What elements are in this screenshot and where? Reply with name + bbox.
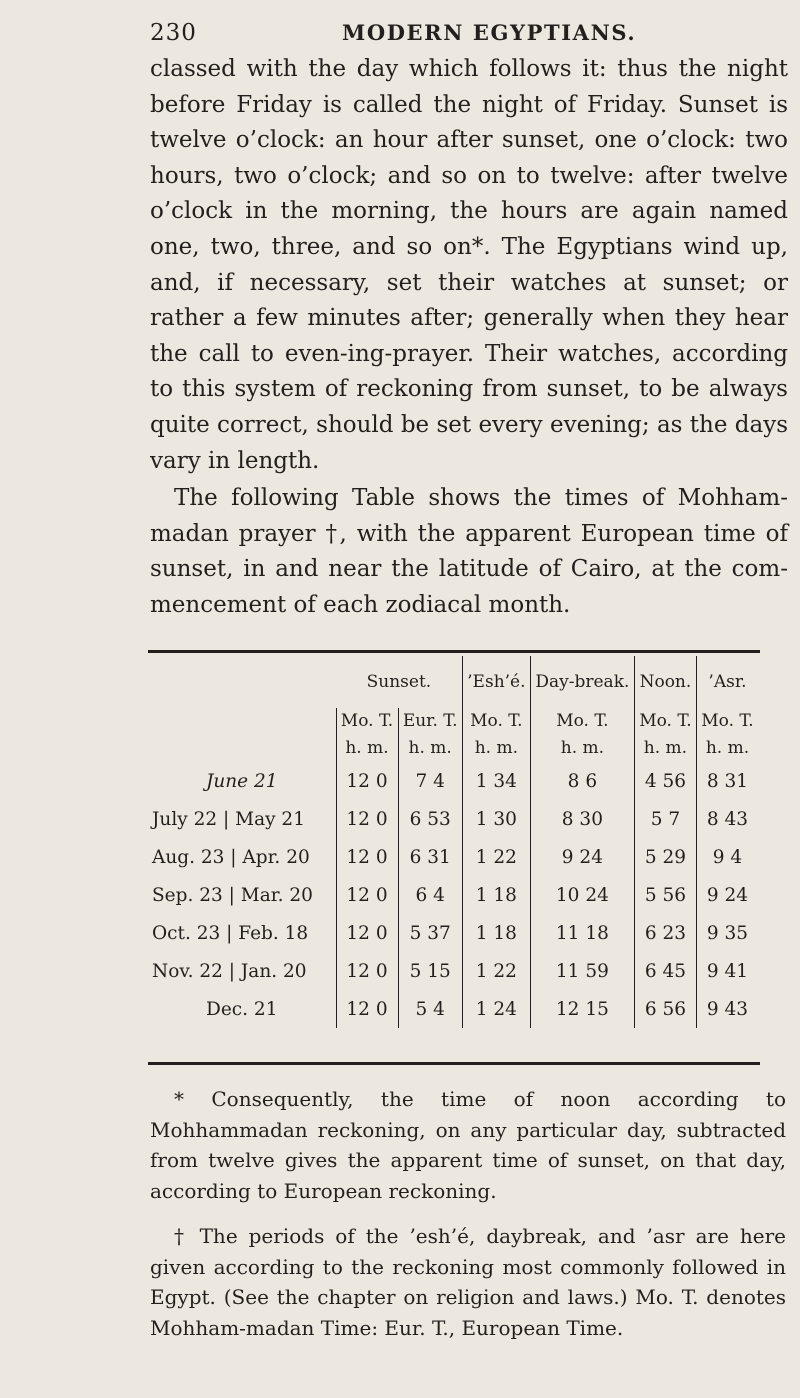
sunset-eur-cell: 5 4: [398, 990, 462, 1028]
running-title: MODERN EGYPTIANS.: [342, 20, 637, 45]
running-header: [150, 14, 710, 48]
noon-cell: 6 56: [634, 990, 696, 1028]
unit-label: h. m.: [336, 734, 398, 762]
sunset-mo-cell: 12 0: [336, 800, 398, 838]
date-cell: Mar. 20: [240, 884, 313, 906]
subheader: Mo. T.: [696, 708, 758, 734]
footnote: † The periods of the ’esh’é, daybreak, and ’asr are here given according to the reckoning most commonly followed in Egypt. (See the chapter on religion and laws.) Mo. T. denotes Mohham-madan Time: Eur. T., European Time.: [150, 1224, 786, 1340]
date-cell: Nov. 22: [152, 960, 223, 982]
sunset-eur-cell: 7 4: [398, 762, 462, 800]
unit-label: h. m.: [530, 734, 634, 762]
date-cell: Aug. 23: [152, 846, 225, 868]
footnote: * Consequently, the time of noon according to Mohhammadan reckoning, on any particular day, subtracted from twelve gives the apparent time of sunset, on that day, according to European reckoning.: [150, 1087, 786, 1203]
sunset-mo-cell: 12 0: [336, 952, 398, 990]
eshe-cell: 1 18: [462, 914, 530, 952]
sunset-eur-cell: 5 37: [398, 914, 462, 952]
page-number: 230: [150, 20, 197, 46]
table-row: [148, 990, 758, 1028]
date-cell: Apr. 20: [242, 846, 310, 868]
date-cell: Oct. 23: [152, 922, 221, 944]
unit-label: h. m.: [462, 734, 530, 762]
date-cell: Dec. 21: [206, 998, 278, 1020]
asr-cell: 9 35: [696, 914, 758, 952]
date-cell: Sep. 23: [152, 884, 223, 906]
noon-cell: 5 7: [634, 800, 696, 838]
daybreak-cell: 11 18: [530, 914, 634, 952]
date-cell: May 21: [235, 808, 305, 830]
subheader: Mo. T.: [634, 708, 696, 734]
asr-cell: 9 24: [696, 876, 758, 914]
noon-cell: 6 23: [634, 914, 696, 952]
noon-cell: 5 29: [634, 838, 696, 876]
date-cell: June 21: [205, 770, 278, 792]
eshe-cell: 1 34: [462, 762, 530, 800]
unit-label: h. m.: [398, 734, 462, 762]
sunset-mo-cell: 12 0: [336, 762, 398, 800]
asr-cell: 9 4: [696, 838, 758, 876]
noon-cell: 5 56: [634, 876, 696, 914]
table-bottom-rule: [148, 1062, 760, 1065]
subheader: Mo. T.: [336, 708, 398, 734]
date-cell: Feb. 18: [238, 922, 309, 944]
daybreak-cell: 10 24: [530, 876, 634, 914]
sunset-mo-cell: 12 0: [336, 876, 398, 914]
asr-cell: 9 43: [696, 990, 758, 1028]
header-asr: ’Asr.: [696, 656, 758, 708]
asr-cell: 9 41: [696, 952, 758, 990]
asr-cell: 8 31: [696, 762, 758, 800]
sunset-mo-cell: 12 0: [336, 914, 398, 952]
sunset-mo-cell: 12 0: [336, 838, 398, 876]
date-cell: Jan. 20: [240, 960, 307, 982]
table-row: [148, 762, 758, 800]
sunset-eur-cell: 6 4: [398, 876, 462, 914]
table-row: Sep. 23 | Mar. 20 12 0 6 4 1 18 10 24 5 56 9 24: [148, 876, 758, 914]
eshe-cell: 1 24: [462, 990, 530, 1028]
header-eshe: ’Esh’é.: [462, 656, 530, 708]
sunset-eur-cell: 6 53: [398, 800, 462, 838]
daybreak-cell: 8 6: [530, 762, 634, 800]
table-row: Nov. 22 | Jan. 20 12 0 5 15 1 22 11 59 6 45 9 41: [148, 952, 758, 990]
unit-label: h. m.: [634, 734, 696, 762]
header-noon: Noon.: [634, 656, 696, 708]
table-subheader-row: [148, 708, 758, 734]
daybreak-cell: 11 59: [530, 952, 634, 990]
table-row: Aug. 23 | Apr. 20 12 0 6 31 1 22 9 24 5 29 9 4: [148, 838, 758, 876]
asr-cell: 8 43: [696, 800, 758, 838]
body-paragraph: classed with the day which follows it: thus the night before Friday is called the night of Friday. Sunset is twelve o’clock: an hour after sunset, one o’clock: two hours, two o’clock; and so on to twelve: after twelve o’clock in the morning, the hours are again named one, two, three, and so on*. The Egyptians wind up, and, if necessary, set their watches at sunset; or rather a few minutes after; generally when they hear the call to even-ing-prayer. Their watches, according to this system of reckoning from sunset, to be always quite correct, should be set every evening; as the days vary in length.: [150, 56, 788, 474]
sunset-eur-cell: 5 15: [398, 952, 462, 990]
daybreak-cell: 9 24: [530, 838, 634, 876]
table-row: July 22 | May 21 12 0 6 53 1 30 8 30 5 7 8 43: [148, 800, 758, 838]
subheader: Mo. T.: [462, 708, 530, 734]
subheader: Eur. T.: [398, 708, 462, 734]
eshe-cell: 1 22: [462, 838, 530, 876]
table-units-row: [148, 734, 758, 762]
eshe-cell: 1 30: [462, 800, 530, 838]
prayer-times-table: [148, 656, 758, 1028]
subheader: Mo. T.: [530, 708, 634, 734]
body-paragraph: The following Table shows the times of Mohham-madan prayer †, with the apparent European time of sunset, in and near the latitude of Cairo, at the com-mencement of each zodiacal month.: [150, 485, 788, 618]
eshe-cell: 1 22: [462, 952, 530, 990]
header-daybreak: Day-break.: [530, 656, 634, 708]
table-top-rule: [148, 650, 760, 653]
eshe-cell: 1 18: [462, 876, 530, 914]
unit-label: h. m.: [696, 734, 758, 762]
sunset-eur-cell: 6 31: [398, 838, 462, 876]
daybreak-cell: 12 15: [530, 990, 634, 1028]
table-row: Oct. 23 | Feb. 18 12 0 5 37 1 18 11 18 6 23 9 35: [148, 914, 758, 952]
date-cell: July 22: [152, 808, 218, 830]
daybreak-cell: 8 30: [530, 800, 634, 838]
sunset-mo-cell: 12 0: [336, 990, 398, 1028]
table-header-row: [148, 656, 758, 708]
noon-cell: 6 45: [634, 952, 696, 990]
header-sunset: Sunset.: [366, 672, 432, 692]
noon-cell: 4 56: [634, 762, 696, 800]
